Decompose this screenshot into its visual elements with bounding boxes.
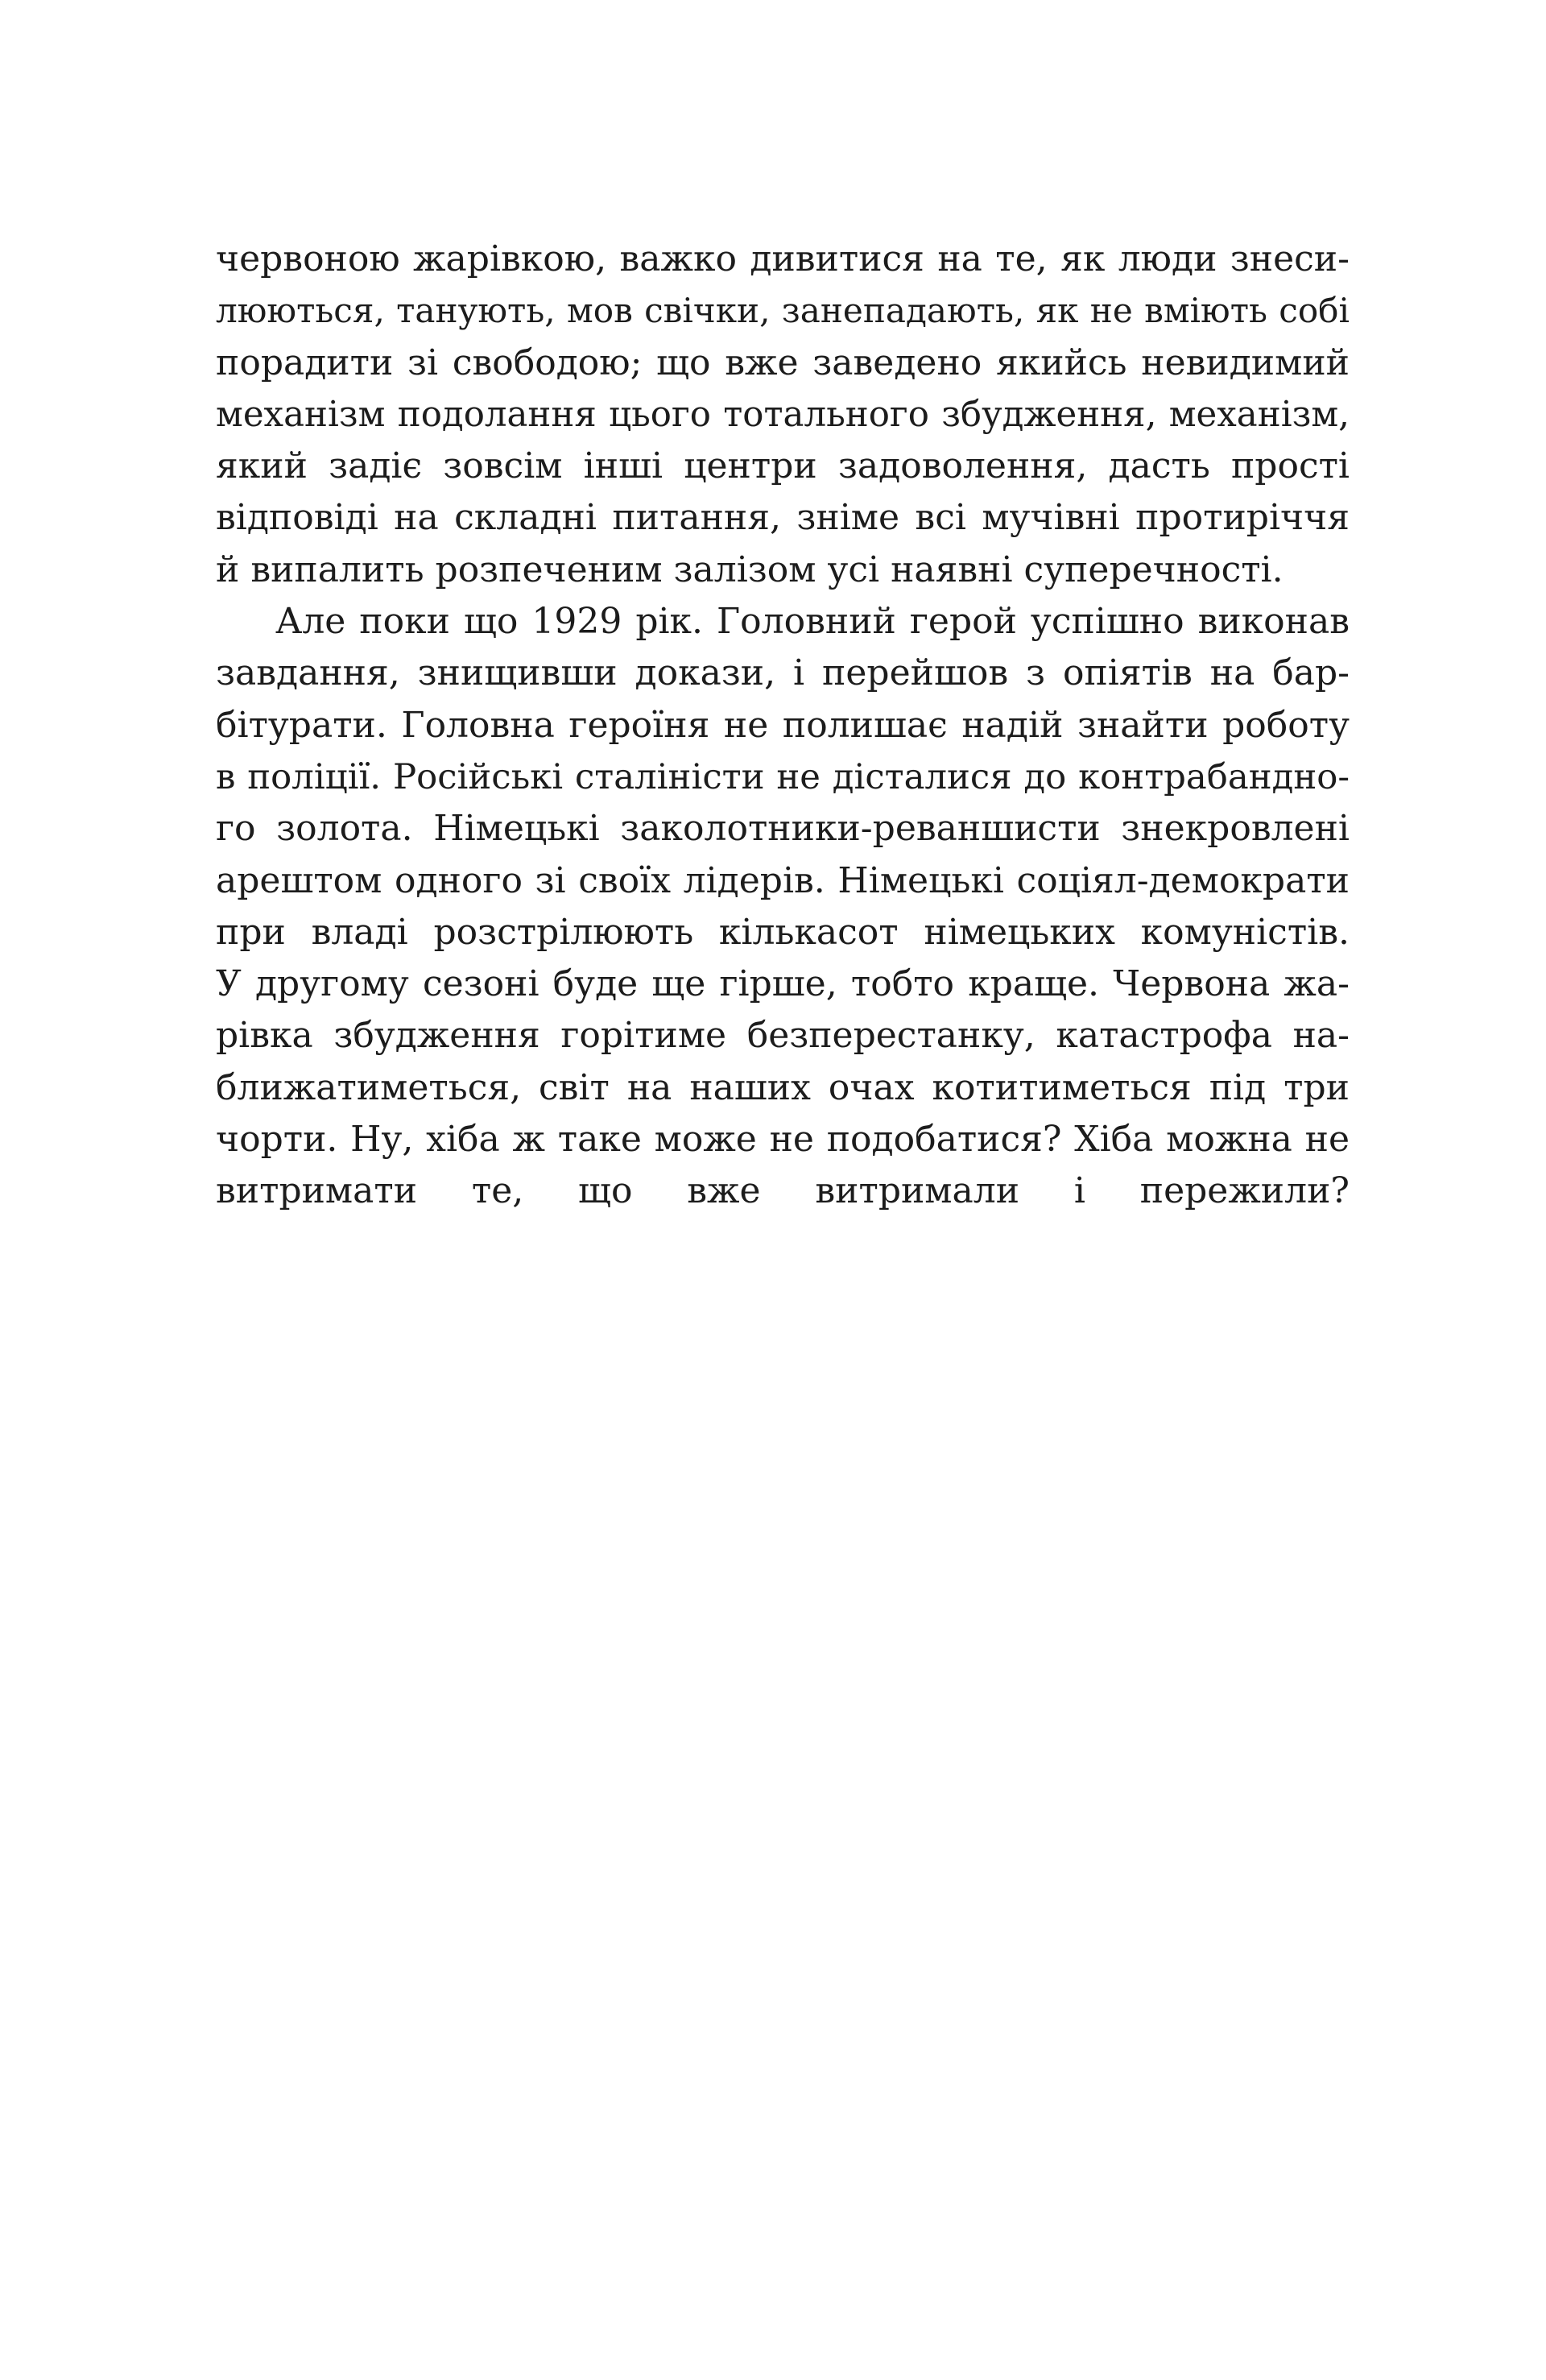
text-line bbox=[216, 1218, 1350, 1269]
text-line: ближатиметься, світ на наших очах котитиметься під три bbox=[216, 1066, 1350, 1108]
text-line: У другому сезоні буде ще гірше, тобто краще. Червона жа- bbox=[216, 963, 1350, 1005]
text-line: витримати те, що вже витримали і пережили? bbox=[216, 1170, 1350, 1212]
text-line: рівка збудження горітиме безперестанку, катастрофа на- bbox=[216, 1015, 1350, 1057]
text-line: чорти. Ну, хіба ж таке може не подобатися? Хіба можна не bbox=[216, 1119, 1350, 1161]
paragraph-1 bbox=[216, 234, 1350, 596]
text-line: в поліції. Російські сталіністи не дісталися до контрабандно- bbox=[216, 756, 1350, 797]
text-line: арештом одного зі своїх лідерів. Німецькі соціял-демократи bbox=[216, 859, 1350, 901]
text-line: відповіді на складні питання, зніме всі мучівні протиріччя bbox=[216, 497, 1350, 539]
text-line: Але поки що 1929 рік. Головний герой успішно виконав bbox=[275, 601, 1350, 643]
text-line: бітурати. Головна героїня не полишає надій знайти роботу bbox=[216, 704, 1350, 746]
text-line: порадити зі свободою; що вже заведено якийсь невидимий bbox=[216, 341, 1350, 383]
text-line: який задіє зовсім інші центри задоволення, дасть прості bbox=[216, 445, 1350, 487]
text-line: червоною жарівкою, важко дивитися на те, як люди знеси- bbox=[216, 238, 1350, 279]
text-line: механізм подолання цього тотального збудження, механізм, bbox=[216, 394, 1350, 435]
text-line: завдання, знищивши докази, і перейшов з опіятів на бар- bbox=[216, 652, 1350, 694]
text-line: й випалить розпеченим залізом усі наявні суперечності. bbox=[216, 548, 1284, 590]
text-line: при владі розстрілюють кількасот німецьких комуністів. bbox=[216, 911, 1350, 953]
paragraph-2 bbox=[216, 596, 1350, 1269]
text-line: го золота. Німецькі заколотники-реваншисти знекровлені bbox=[216, 808, 1350, 850]
text-line: люються, танують, мов свічки, занепадають, як не вміють собі bbox=[216, 291, 1350, 331]
body-text bbox=[216, 234, 1350, 1269]
